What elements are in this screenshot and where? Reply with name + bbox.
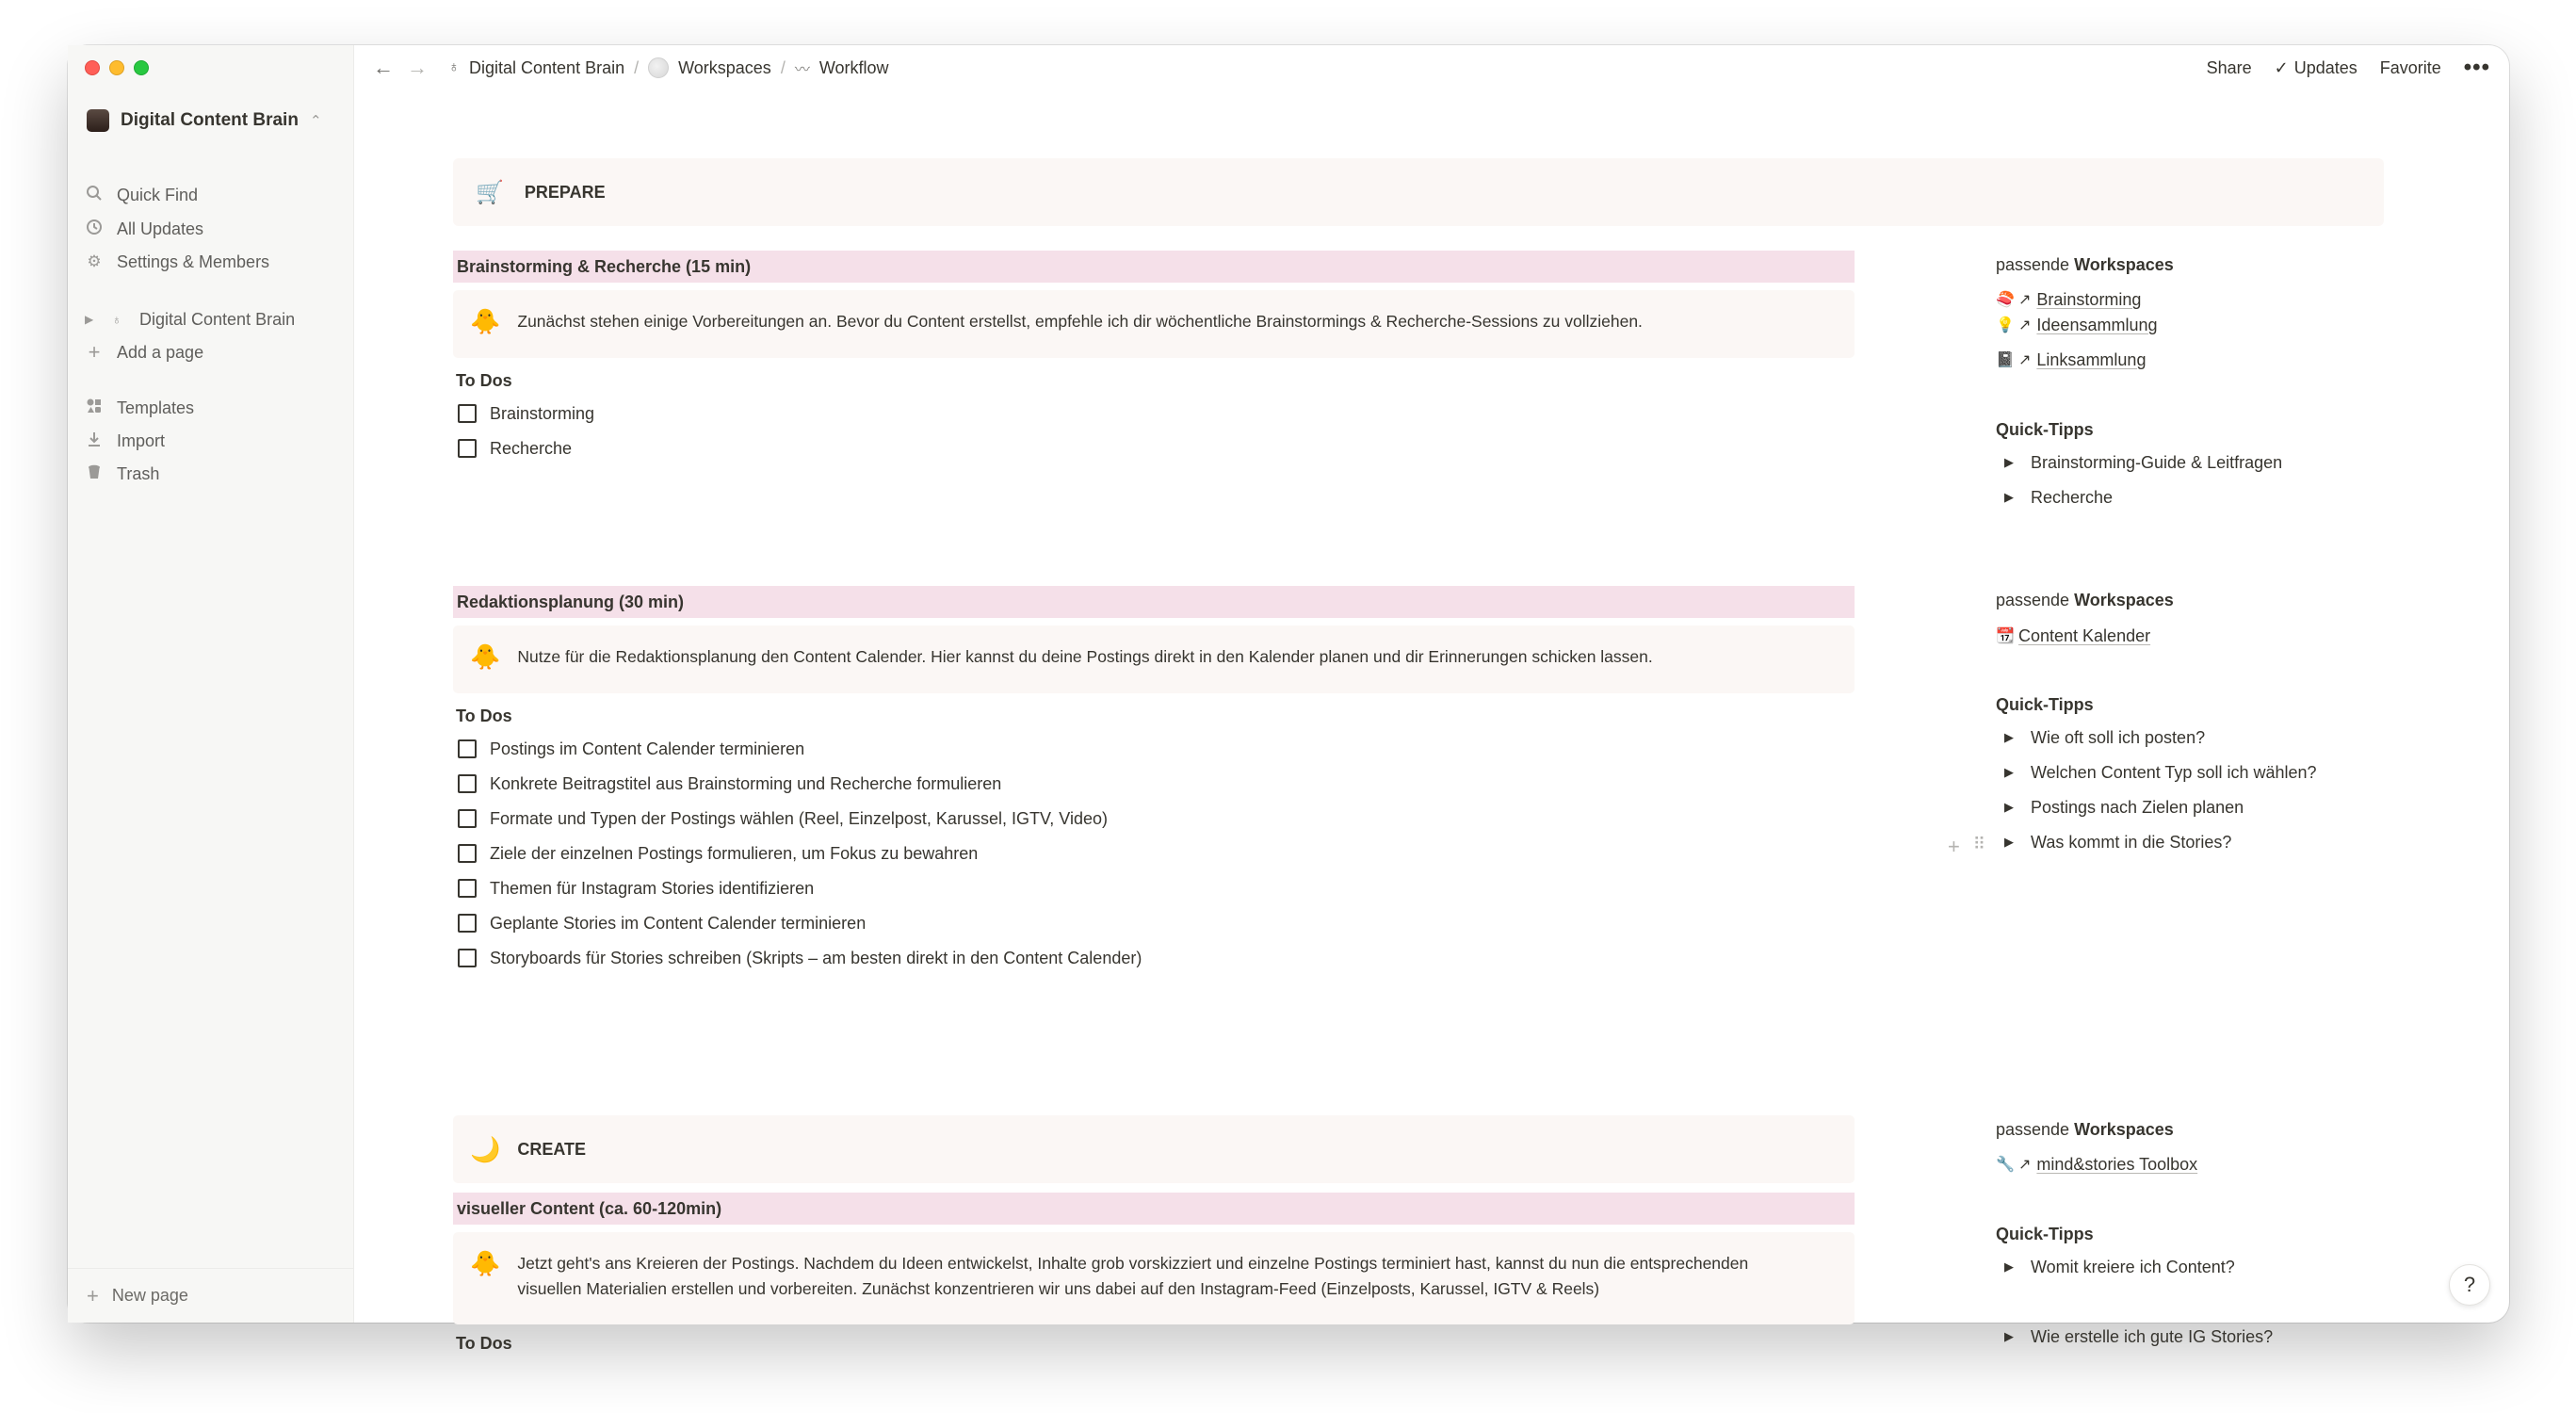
favorite-button[interactable]: Favorite	[2379, 57, 2441, 77]
todo-text: Formate und Typen der Postings wählen (Reel, Einzelpost, Karussel, IGTV, Video)	[490, 808, 1109, 828]
workspace-link-linksammlung[interactable]	[1996, 348, 2146, 372]
toggle-item[interactable]	[2004, 1253, 2235, 1281]
todo-item[interactable]	[458, 909, 866, 937]
import-icon	[85, 430, 104, 452]
sidebar-add-page[interactable]	[85, 336, 344, 368]
breadcrumb-separator: /	[780, 57, 786, 77]
toggle-arrow-icon[interactable]: ▶	[2004, 1259, 2014, 1274]
section-heading-text: visueller Content (ca. 60-120min)	[457, 1198, 722, 1218]
workspace-switcher[interactable]	[87, 102, 344, 139]
side-workspaces-label	[1996, 1120, 2174, 1140]
toggle-item[interactable]	[2004, 828, 2231, 856]
toggle-arrow-icon[interactable]: ▶	[2004, 455, 2014, 469]
trash-icon	[85, 463, 104, 485]
section-heading-redaktionsplanung[interactable]	[453, 586, 1855, 618]
todo-item[interactable]	[458, 839, 978, 868]
workspace-name: Digital Content Brain	[121, 110, 299, 130]
search-icon	[85, 185, 104, 206]
link-text: Content Kalender	[2018, 625, 2151, 645]
breadcrumb-label: Digital Content Brain	[469, 57, 625, 77]
quick-tips-title: Quick-Tipps	[1996, 420, 2094, 439]
create-callout[interactable]	[453, 1115, 1855, 1183]
toggle-text: Wie oft soll ich posten?	[2031, 727, 2206, 747]
add-page-label: Add a page	[117, 342, 204, 362]
toggle-item[interactable]	[2004, 758, 2317, 787]
toggle-text: Brainstorming-Guide & Leitfragen	[2031, 452, 2283, 472]
toggle-arrow-icon[interactable]: ▶	[2004, 765, 2014, 779]
brainstorming-callout[interactable]	[453, 290, 1855, 358]
nav-arrows	[373, 56, 428, 80]
chick-icon: 🐥	[470, 307, 501, 335]
back-arrow-icon[interactable]: ←	[373, 56, 394, 79]
todos-label: To Dos	[456, 706, 512, 725]
app-window	[68, 45, 2509, 1353]
label-bold: Workspaces	[2074, 255, 2174, 274]
sidebar-item-label: Import	[117, 430, 166, 450]
section-heading-visueller-content[interactable]	[453, 1193, 1855, 1225]
breadcrumb-label: Workflow	[818, 57, 889, 77]
wave-icon: 〰	[794, 61, 810, 78]
sushi-icon: 🍣	[1996, 292, 2015, 308]
plus-icon: +	[87, 1283, 99, 1307]
todo-item[interactable]	[458, 434, 572, 463]
page-icon: ♁	[111, 312, 122, 327]
more-options-icon[interactable]: •••	[2463, 55, 2490, 80]
toggle-item[interactable]	[2004, 483, 2113, 512]
prepare-callout[interactable]	[453, 158, 2384, 226]
callout-text	[517, 1251, 1748, 1306]
checkbox[interactable]	[458, 809, 477, 828]
breadcrumb-item-workflow[interactable]	[795, 57, 889, 79]
sidebar-item-label: All Updates	[117, 219, 204, 238]
chick-icon: 🐥	[470, 1249, 501, 1277]
updates-label: Updates	[2293, 57, 2357, 77]
toggle-item[interactable]	[2004, 723, 2205, 752]
breadcrumb-item-workspaces[interactable]	[648, 57, 771, 78]
sidebar-item-settings[interactable]	[85, 246, 344, 278]
toggle-arrow-icon[interactable]: ▶	[2004, 800, 2014, 814]
block-handles	[1948, 835, 1985, 859]
section-heading-text: Redaktionsplanung (30 min)	[457, 592, 685, 611]
sidebar-item-label: Quick Find	[117, 185, 199, 204]
close-window-button[interactable]	[85, 60, 100, 75]
sidebar-item-all-updates[interactable]	[85, 213, 344, 245]
todo-item[interactable]	[458, 770, 1001, 798]
prepare-title: PREPARE	[524, 182, 606, 202]
callout-text: Nutze für die Redaktionsplanung den Content Calender. Hier kannst du deine Postings direkt in den Kalender planen und dir Erinnerungen schicken lassen.	[517, 647, 1653, 666]
workspace-link-toolbox[interactable]	[1996, 1152, 2197, 1177]
todo-item[interactable]	[458, 944, 1142, 972]
plus-icon: +	[88, 340, 101, 364]
link-text: Brainstorming	[2036, 289, 2142, 309]
quick-tips-title: Quick-Tipps	[1996, 1225, 2094, 1243]
todo-text: Ziele der einzelnen Postings formulieren, um Fokus zu bewahren	[490, 843, 979, 863]
page-icon: ♁	[448, 59, 460, 75]
maximize-window-button[interactable]	[134, 60, 149, 75]
toggle-text: Welchen Content Typ soll ich wählen?	[2031, 762, 2317, 782]
workspace-link-ideensammlung[interactable]	[1996, 313, 2157, 337]
quick-tips-title: Quick-Tipps	[1996, 695, 2094, 714]
help-button[interactable]: ?	[2449, 1264, 2490, 1306]
redaktionsplanung-callout[interactable]	[453, 625, 1855, 693]
trolley-icon: 🛒	[476, 179, 504, 205]
breadcrumb-separator: /	[634, 57, 640, 77]
label-bold: Workspaces	[2074, 1120, 2174, 1139]
todos-label: To Dos	[456, 1334, 512, 1353]
todo-text: Geplante Stories im Content Calender terminieren	[490, 913, 867, 933]
chick-icon: 🐥	[470, 642, 501, 671]
checkbox[interactable]	[458, 739, 477, 758]
todo-item[interactable]	[458, 399, 594, 428]
drag-handle-icon[interactable]: ⠿	[1972, 835, 1986, 853]
todo-text: Themen für Instagram Stories identifizieren	[490, 878, 815, 898]
todos-label: To Dos	[456, 371, 512, 390]
toggle-arrow-icon[interactable]: ▶	[2004, 490, 2014, 504]
label-prefix: passende	[1996, 255, 2075, 274]
toggle-arrow-icon[interactable]: ▶	[2004, 730, 2014, 744]
toggle-arrow-icon[interactable]: ▶	[2004, 1329, 2014, 1343]
updates-button[interactable]	[2275, 58, 2357, 78]
new-page-label: New page	[111, 1286, 188, 1305]
share-button[interactable]: Share	[2206, 57, 2252, 77]
todo-text: Recherche	[490, 438, 573, 458]
link-text: Linksammlung	[2036, 349, 2147, 369]
topbar	[354, 45, 2509, 90]
toggle-item[interactable]	[2004, 448, 2282, 477]
window-controls	[85, 60, 149, 75]
sidebar-page-label: Digital Content Brain	[139, 309, 296, 329]
expand-arrow-icon[interactable]: ▶	[85, 313, 94, 326]
workspace-avatar	[87, 109, 109, 132]
wrench-icon: 🔧	[1996, 1157, 2015, 1173]
checkbox[interactable]	[458, 949, 477, 967]
forward-arrow-icon[interactable]: →	[407, 56, 428, 79]
sidebar-item-quick-find[interactable]	[85, 179, 344, 211]
toggle-text: Womit kreiere ich Content?	[2031, 1257, 2235, 1276]
workspace-link-content-kalender[interactable]	[1996, 624, 2150, 648]
checkbox[interactable]	[458, 439, 477, 458]
section-heading-text: Brainstorming & Recherche (15 min)	[457, 256, 752, 276]
moon-icon: 🌙	[470, 1135, 501, 1163]
section-heading-brainstorming[interactable]	[453, 251, 1855, 283]
todo-item[interactable]	[458, 804, 1108, 833]
label-bold: Workspaces	[2074, 591, 2174, 609]
page-content	[354, 90, 2509, 1353]
clock-icon	[85, 219, 104, 240]
sidebar-page-digital-content-brain[interactable]	[85, 303, 344, 335]
visueller-content-callout[interactable]	[453, 1232, 1855, 1324]
checkbox[interactable]	[458, 404, 477, 423]
sidebar-item-import[interactable]	[85, 425, 344, 457]
toggle-arrow-icon[interactable]: ▶	[2004, 835, 2014, 849]
gear-icon: ⚙	[87, 252, 102, 270]
link-arrow-icon: ↗	[2018, 317, 2032, 333]
link-arrow-icon: ↗	[2018, 1157, 2032, 1173]
minimize-window-button[interactable]	[109, 60, 124, 75]
link-arrow-icon: ↗	[2018, 352, 2032, 368]
sidebar-item-label: Templates	[117, 398, 195, 417]
check-icon: ✓	[2274, 57, 2289, 77]
side-workspaces-label	[1996, 591, 2174, 610]
breadcrumb-item-digital-content-brain[interactable]	[448, 58, 624, 78]
add-block-icon[interactable]: +	[1948, 835, 1960, 858]
create-title: CREATE	[517, 1139, 587, 1159]
sidebar-item-label: Trash	[117, 463, 160, 483]
link-text: Ideensammlung	[2036, 315, 2158, 334]
sidebar-item-trash[interactable]	[85, 458, 344, 490]
label-prefix: passende	[1996, 591, 2075, 609]
globe-icon	[648, 57, 669, 78]
side-workspaces-label	[1996, 255, 2174, 275]
toggle-text: Wie erstelle ich gute IG Stories?	[2031, 1326, 2274, 1346]
toggle-text: Postings nach Zielen planen	[2031, 797, 2244, 817]
new-page-button[interactable]	[68, 1268, 353, 1323]
checkbox[interactable]	[458, 879, 477, 898]
sidebar-item-label: Settings & Members	[117, 252, 270, 271]
templates-icon	[85, 398, 104, 419]
toggle-item[interactable]	[2004, 1323, 2273, 1351]
topbar-actions	[2207, 45, 2490, 90]
lightbulb-icon: 💡	[1996, 317, 2015, 333]
callout-line: Jetzt geht's ans Kreieren der Postings. Nachdem du Ideen entwickelst, Inhalte grob vorskizziert und einzelne Postings terminiert hast, kannst du nun die entsprechenden	[517, 1254, 1749, 1273]
breadcrumb-label: Workspaces	[678, 57, 771, 77]
todo-text: Storyboards für Stories schreiben (Skripts – am besten direkt in den Content Calender)	[490, 948, 1142, 967]
toggle-text: Was kommt in die Stories?	[2031, 832, 2232, 852]
todo-item[interactable]	[458, 874, 814, 902]
checkbox[interactable]	[458, 844, 477, 863]
link-arrow-icon: ↗	[2018, 292, 2032, 308]
callout-text: Zunächst stehen einige Vorbereitungen an. Bevor du Content erstellst, empfehle ich dir wöchentliche Brainstormings & Recherche-Sessions zu vollziehen.	[517, 312, 1643, 331]
sidebar	[68, 45, 354, 1323]
callout-line: visuellen Materialien erstellen und vorbereiten. Zunächst konzentrieren wir uns dabei auf den Instagram-Feed (Einzelposts, Karussel, IGTV & Reels)	[517, 1279, 1600, 1298]
workspace-link-brainstorming[interactable]	[1996, 287, 2141, 312]
toggle-item[interactable]	[2004, 793, 2244, 821]
todo-item[interactable]	[458, 735, 804, 763]
chevron-updown-icon: ⌃	[309, 113, 322, 129]
checkbox[interactable]	[458, 914, 477, 933]
breadcrumb	[448, 57, 889, 79]
calendar-icon: 📆	[1996, 628, 2015, 644]
todo-text: Brainstorming	[490, 403, 595, 423]
label-prefix: passende	[1996, 1120, 2075, 1139]
sidebar-item-templates[interactable]	[85, 392, 344, 424]
notebook-icon: 📓	[1996, 352, 2015, 368]
toggle-text: Recherche	[2031, 487, 2114, 507]
link-text: mind&stories Toolbox	[2036, 1154, 2198, 1174]
todo-text: Postings im Content Calender terminieren	[490, 739, 805, 758]
checkbox[interactable]	[458, 774, 477, 793]
todo-text: Konkrete Beitragstitel aus Brainstorming und Recherche formulieren	[490, 773, 1002, 793]
